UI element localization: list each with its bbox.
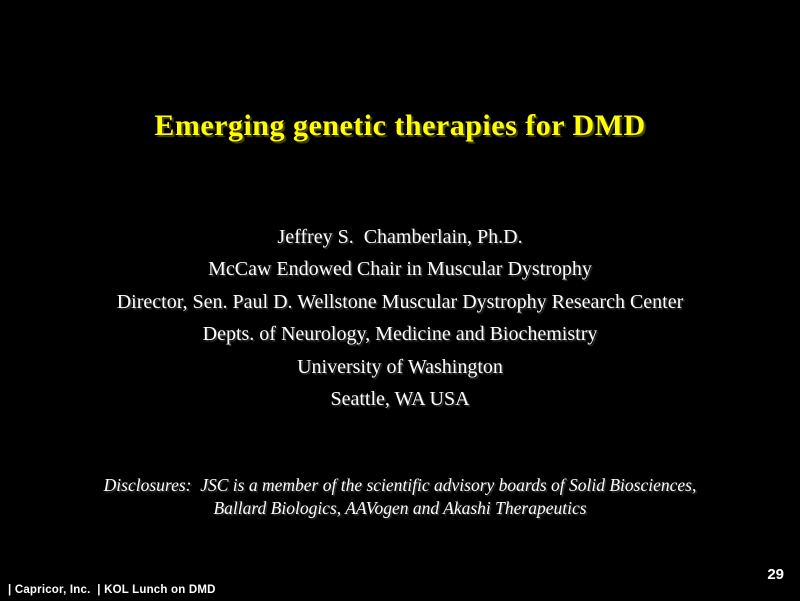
speaker-director-title: Director, Sen. Paul D. Wellstone Muscular Dystrophy Research Center bbox=[116, 290, 684, 313]
speaker-credentials-block bbox=[0, 221, 800, 415]
speaker-name: Jeffrey S. Chamberlain, Ph.D. bbox=[277, 226, 523, 248]
speaker-university: University of Washington bbox=[297, 355, 503, 378]
slide-page-number: 29 bbox=[767, 566, 784, 583]
speaker-location: Seattle, WA USA bbox=[330, 388, 470, 411]
footer-branding: | Capricor, Inc. | KOL Lunch on DMD bbox=[8, 584, 216, 596]
disclosure-line-2: Ballard Biologics, AAVogen and Akashi Therapeutics bbox=[213, 498, 587, 518]
disclosure-line-1: Disclosures: JSC is a member of the scientific advisory boards of Solid Biosciences, bbox=[103, 475, 697, 495]
disclosure-block bbox=[0, 474, 800, 520]
speaker-departments: Depts. of Neurology, Medicine and Biochemistry bbox=[202, 323, 598, 346]
speaker-chair-title: McCaw Endowed Chair in Muscular Dystrophy bbox=[208, 258, 592, 281]
slide-title: Emerging genetic therapies for DMD bbox=[154, 109, 646, 142]
